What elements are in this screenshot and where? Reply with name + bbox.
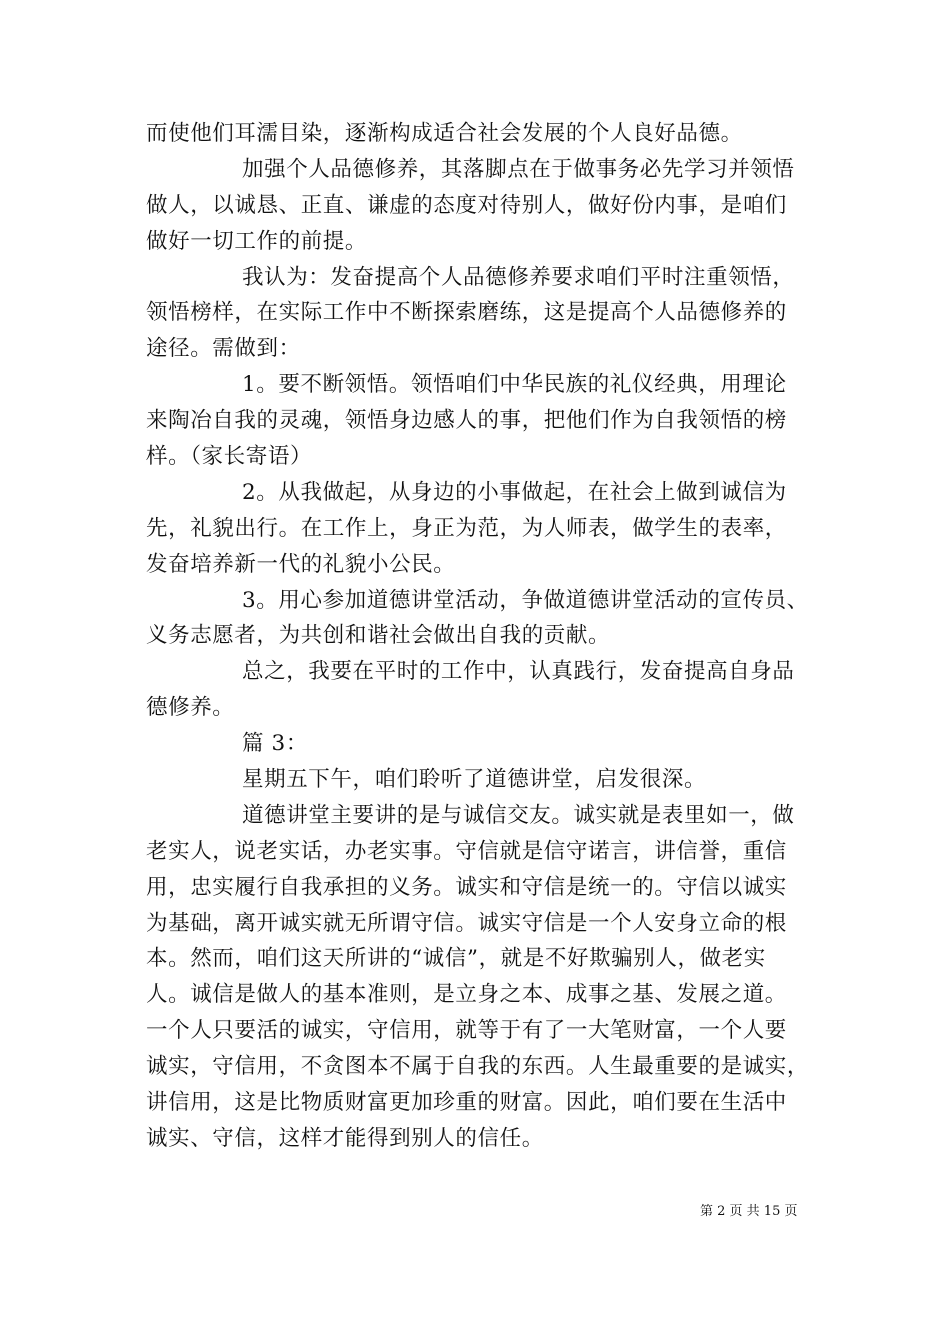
text-line: 途径。需做到： — [146, 336, 301, 362]
section-heading: 篇 3： — [242, 731, 308, 757]
body-text — [146, 116, 816, 1157]
text-line: 义务志愿者，为共创和谐社会做出自我的贡献。 — [146, 623, 611, 649]
text-line: 为基础，离开诚实就无所谓守信。诚实守信是一个人安身立命的根 — [146, 910, 787, 936]
text-line: 人。诚信是做人的基本准则，是立身之本、成事之基、发展之道。 — [146, 982, 787, 1008]
text-line: 2。从我做起，从身边的小事做起，在社会上做到诚信为 — [242, 479, 787, 505]
text-line: 做人，以诚恳、正直、谦虚的态度对待别人，做好份内事，是咱们 — [146, 192, 787, 218]
text-line: 做好一切工作的前提。 — [146, 228, 368, 254]
text-line: 领悟榜样，在实际工作中不断探索磨练，这是提高个人品德修养的 — [146, 300, 787, 326]
text-line: 德修养。 — [146, 695, 235, 721]
text-line: 3。用心参加道德讲堂活动，争做道德讲堂活动的宣传员、 — [242, 587, 809, 613]
text-line: 诚实、守信，这样才能得到别人的信任。 — [146, 1125, 544, 1151]
text-line: 而使他们耳濡目染，逐渐构成适合社会发展的个人良好品德。 — [146, 121, 743, 146]
text-line: 加强个人品德修养，其落脚点在于做事务必先学习并领悟 — [242, 156, 795, 182]
text-line: 用，忠实履行自我承担的义务。诚实和守信是统一的。守信以诚实 — [146, 874, 787, 900]
text-line: 本。然而，咱们这天所讲的“诚信”，就是不好欺骗别人，做老实 — [146, 946, 766, 972]
text-line: 一个人只要活的诚实，守信用，就等于有了一大笔财富，一个人要 — [146, 1018, 787, 1044]
text-line: 道德讲堂主要讲的是与诚信交友。诚实就是表里如一，做 — [242, 802, 795, 828]
text-line: 我认为：发奋提高个人品德修养要求咱们平时注重领悟， — [242, 264, 795, 290]
text-line: 星期五下午，咱们聆听了道德讲堂，启发很深。 — [242, 767, 707, 793]
text-line: 先，礼貌出行。在工作上，身正为范，为人师表，做学生的表率， — [146, 515, 787, 541]
text-line: 1。要不断领悟。领悟咱们中华民族的礼仪经典，用理论 — [242, 372, 787, 398]
page-number-footer: 第 2 页 共 15 页 — [700, 1204, 798, 1219]
text-line: 诚实，守信用，不贪图本不属于自我的东西。人生最重要的是诚实， — [146, 1054, 810, 1080]
text-line: 老实人，说老实话，办老实事。守信就是信守诺言，讲信誉，重信 — [146, 838, 787, 864]
text-line: 来陶冶自我的灵魂，领悟身边感人的事，把他们作为自我领悟的榜 — [146, 408, 787, 434]
text-line: 总之，我要在平时的工作中，认真践行，发奋提高自身品 — [242, 659, 795, 685]
text-line: 发奋培养新一代的礼貌小公民。 — [146, 551, 456, 577]
text-line: 讲信用，这是比物质财富更加珍重的财富。因此，咱们要在生活中 — [146, 1090, 787, 1116]
text-line: 样。（家长寄语） — [146, 444, 313, 470]
